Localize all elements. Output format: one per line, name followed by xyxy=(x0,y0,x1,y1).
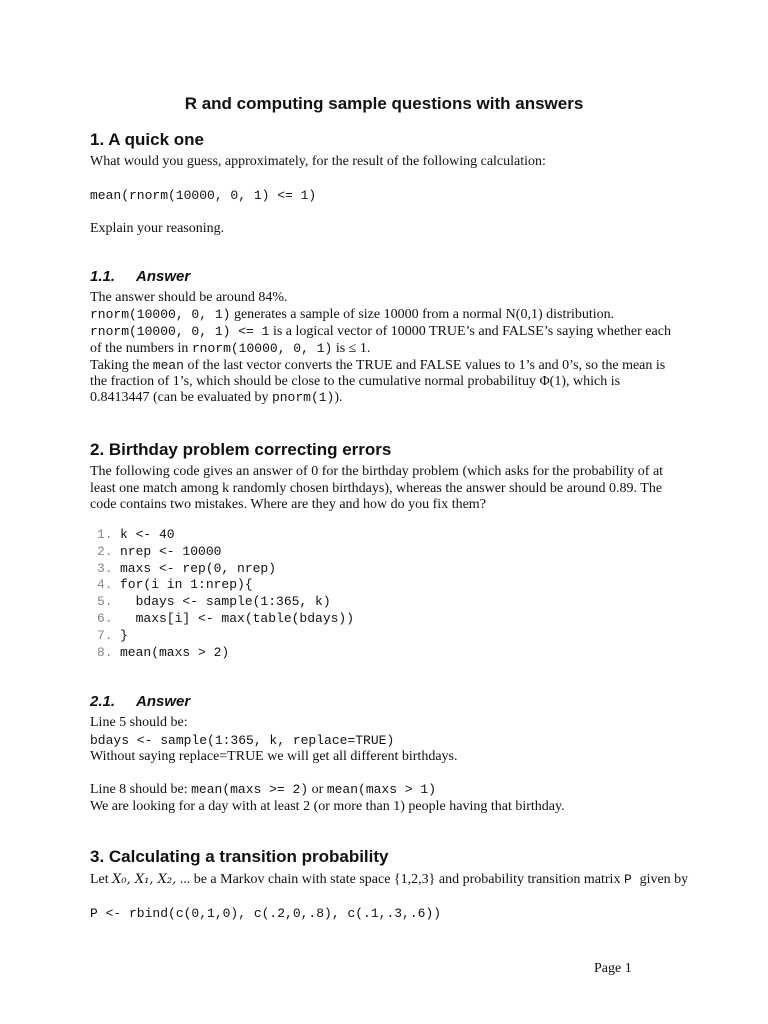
answer-1-line-7-text-a: 0.8413447 (can be evaluated by xyxy=(90,390,272,405)
markov-chain-variables: X₀, X₁, X₂, xyxy=(112,872,177,887)
answer-1-line-4-text-b: is ≤ 1. xyxy=(332,341,371,356)
code-text: } xyxy=(120,627,128,643)
code-line xyxy=(97,628,354,645)
section-2-1-number: 2.1. xyxy=(90,693,116,710)
code-text: nrep <- 10000 xyxy=(120,543,222,559)
section-3-code: P <- rbind(c(0,1,0), c(.2,0,.8), c(.1,.3,.6)) xyxy=(90,906,442,921)
code-line xyxy=(97,594,354,611)
section-3-line-1-text-a: Let xyxy=(90,872,113,887)
code-text: maxs[i] <- max(table(bdays)) xyxy=(120,610,355,626)
birthday-code-listing xyxy=(97,527,354,661)
code-text: k <- 40 xyxy=(120,527,175,542)
page-number: Page 1 xyxy=(594,961,632,976)
code-text: bdays <- sample(1:365, k) xyxy=(120,594,331,610)
inline-code: rnorm(10000, 0, 1) xyxy=(90,307,231,322)
line-number: 8. xyxy=(97,644,113,660)
answer-2-line-3-keyword: replace=TRUE xyxy=(178,749,264,764)
inline-code: rnorm(10000, 0, 1) <= 1 xyxy=(90,324,270,339)
inline-code: rnorm(10000, 0, 1) xyxy=(191,341,333,356)
section-3-heading: 3. Calculating a transition probability xyxy=(90,847,389,866)
section-3-line-1-text-c: given by xyxy=(639,872,689,887)
section-1-1-heading xyxy=(90,268,190,285)
answer-1-line-2-text: generates a sample of size 10000 from a normal N(0,1) distribution. xyxy=(230,307,615,322)
inline-code: mean(maxs > 1) xyxy=(326,782,437,797)
line-number: 6. xyxy=(97,610,113,626)
line-number: 2. xyxy=(97,543,113,559)
code-text: maxs <- rep(0, nrep) xyxy=(120,560,277,576)
answer-2-line-3-text-a: Without saying xyxy=(90,749,179,764)
answer-2-line-4-text-b: or xyxy=(308,782,327,797)
code-line xyxy=(97,611,354,628)
answer-1-line-1: The answer should be around 84%. xyxy=(90,290,288,305)
section-2-intro-line-1: The following code gives an answer of 0 for the birthday problem (which asks for the probability of at xyxy=(90,464,664,479)
answer-2-line-1: Line 5 should be: xyxy=(90,715,188,730)
line-number: 5. xyxy=(97,594,113,610)
line-number: 7. xyxy=(97,627,113,643)
document-title: R and computing sample questions with answers xyxy=(184,94,584,113)
code-line xyxy=(97,527,354,544)
line-number: 1. xyxy=(97,527,113,542)
section-2-intro-line-3: code contains two mistakes. Where are they and how do you fix them? xyxy=(90,497,486,512)
line-number: 4. xyxy=(97,577,113,593)
answer-2-line-3-text-b: we will get all different birthdays. xyxy=(263,749,458,764)
section-2-1-title: Answer xyxy=(136,693,191,710)
answer-2-code: bdays <- sample(1:365, k, replace=TRUE) xyxy=(90,733,395,748)
inline-code: mean xyxy=(152,358,184,373)
answer-1-line-3 xyxy=(90,324,671,340)
answer-2-line-4-text-a: Line 8 should be: xyxy=(90,782,192,797)
section-2-1-heading xyxy=(90,693,190,710)
section-1-1-title: Answer xyxy=(136,268,191,285)
section-1-question: What would you guess, approximately, for the result of the following calculation: xyxy=(90,154,546,169)
code-line xyxy=(97,561,354,578)
inline-code: mean(maxs >= 2) xyxy=(191,782,309,797)
line-number: 3. xyxy=(97,560,113,576)
section-3-line-1 xyxy=(90,872,688,888)
section-1-explain: Explain your reasoning. xyxy=(90,221,225,236)
section-3-line-1-text-b: ... be a Markov chain with state space {1,2,3} and probability transition matrix xyxy=(176,872,624,887)
answer-1-line-7 xyxy=(90,390,343,406)
answer-1-line-7-text-b: ). xyxy=(334,390,343,405)
section-1-code: mean(rnorm(10000, 0, 1) <= 1) xyxy=(90,188,317,203)
answer-1-line-6: the fraction of 1’s, which should be close to the cumulative normal probabilituy Φ(1), which is xyxy=(90,374,621,389)
answer-1-line-4 xyxy=(90,341,370,357)
answer-1-line-5 xyxy=(90,358,665,374)
answer-1-line-5-text-b: of the last vector converts the TRUE and FALSE values to 1’s and 0’s, so the mean is xyxy=(184,358,666,373)
inline-code: P xyxy=(623,872,640,887)
inline-code: pnorm(1) xyxy=(271,390,335,405)
code-line xyxy=(97,645,354,662)
answer-2-line-3 xyxy=(90,749,457,765)
section-1-heading: 1. A quick one xyxy=(90,130,204,149)
answer-1-line-2 xyxy=(90,307,614,323)
answer-1-line-5-text-a: Taking the xyxy=(90,358,153,373)
code-text: mean(maxs > 2) xyxy=(120,644,230,660)
answer-2-line-4 xyxy=(90,782,436,798)
answer-1-line-4-text-a: of the numbers in xyxy=(90,341,192,356)
answer-2-line-5: We are looking for a day with at least 2 (or more than 1) people having that birthday. xyxy=(90,799,565,814)
section-2-heading: 2. Birthday problem correcting errors xyxy=(90,440,392,459)
code-line xyxy=(97,544,354,561)
code-text: for(i in 1:nrep){ xyxy=(120,577,253,593)
code-line xyxy=(97,577,354,594)
section-2-intro-line-2: least one match among k randomly chosen birthdays), whereas the answer should be around 0.89. The xyxy=(90,481,663,496)
answer-1-line-3-text: is a logical vector of 10000 TRUE’s and FALSE’s saying whether each xyxy=(269,324,671,339)
section-1-1-number: 1.1. xyxy=(90,268,116,285)
